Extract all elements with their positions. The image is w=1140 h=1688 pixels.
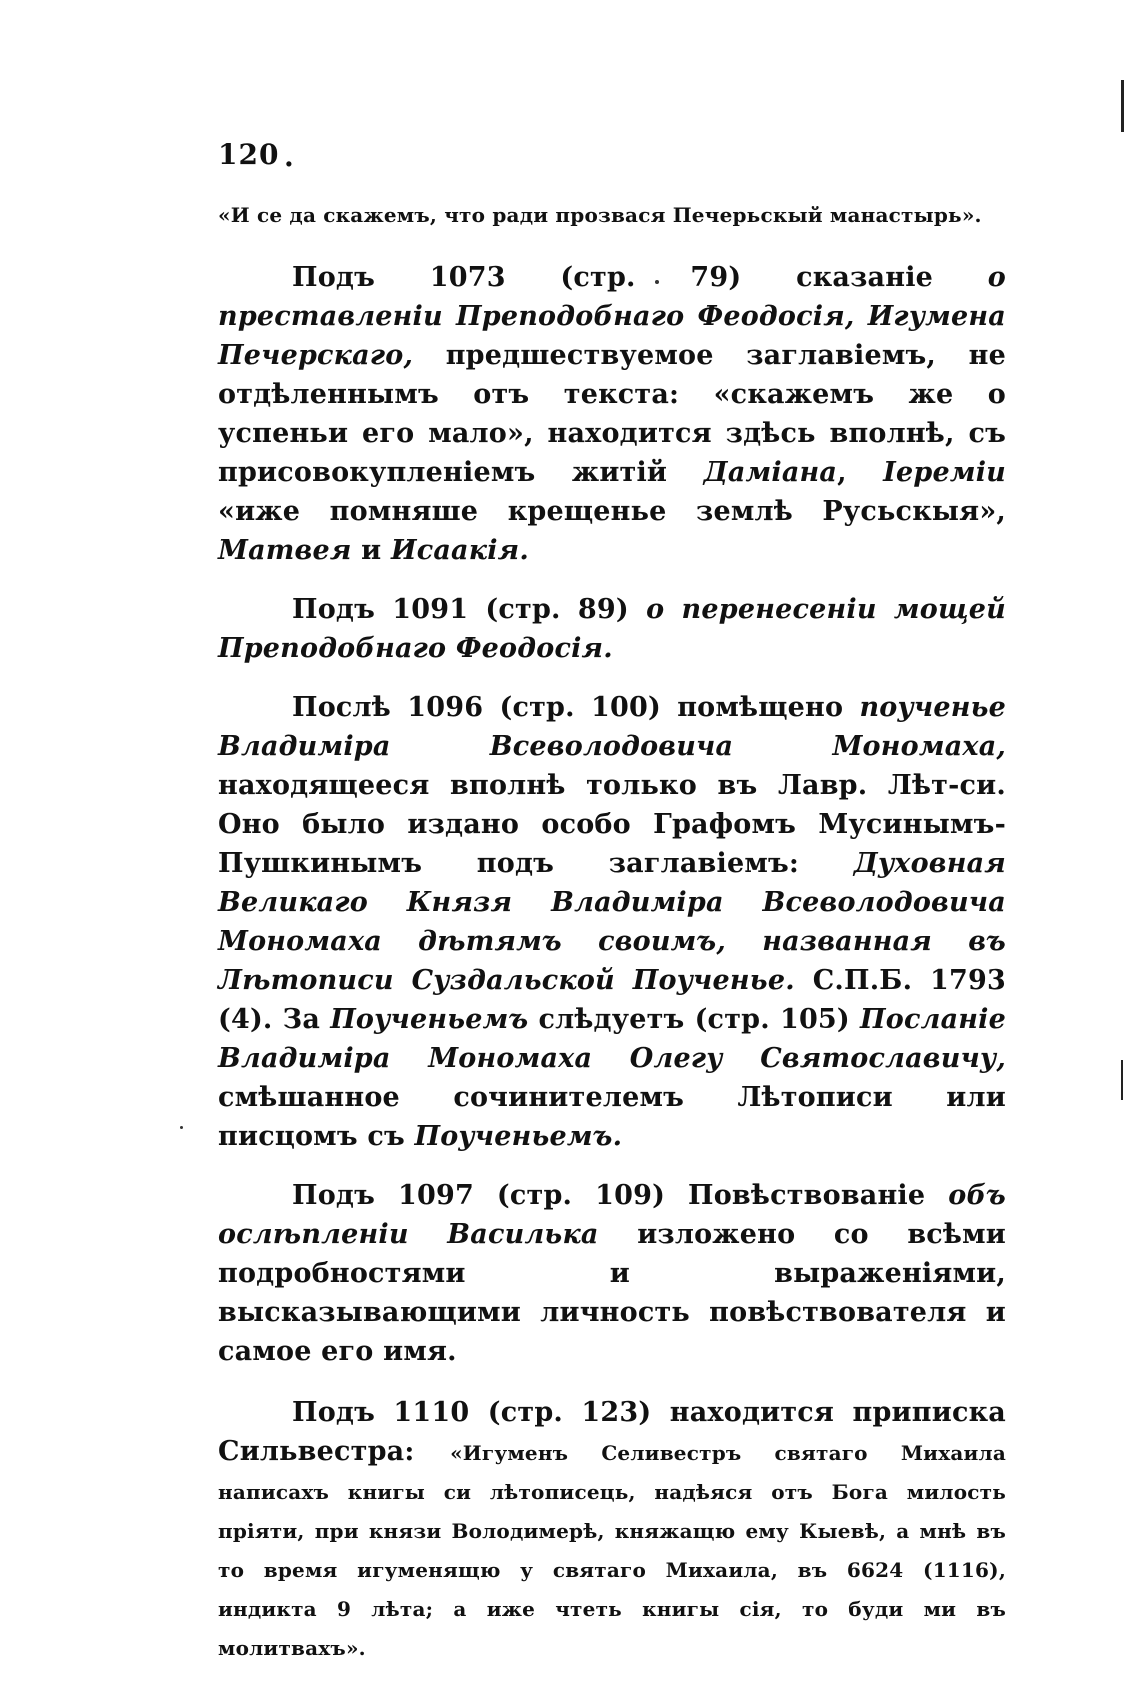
text-segment: Подъ 1073 (стр. 79) сказаніе — [292, 262, 988, 293]
text-segment: Подъ 1110 (стр. 123) находится приписка Сильвестра: — [218, 1397, 1006, 1467]
italic-segment: объ ослѣпленіи Василька — [218, 1180, 1006, 1250]
sylvester-colophon-quote: «Игуменъ Селивестръ святаго Михаила написахъ книгы си лѣтописець, надѣяся отъ Бога милость пріяти, при князи Володимерѣ, княжащю ему Кыевѣ, а мнѣ въ то время игуменящю у святаго Михаила, въ 6624 (1116), индикта 9 лѣта; а иже чтеть книгы сія, то буди ми въ молитвахъ». — [218, 1441, 1006, 1660]
italic-segment: Поученьемъ. — [414, 1121, 623, 1152]
margin-rule — [1121, 1060, 1123, 1100]
text-segment: Подъ 1097 (стр. 109) Повѣствованіе — [292, 1180, 949, 1211]
italic-segment: о перенесеніи мощей Преподобнаго Феодосія. — [218, 594, 1007, 664]
paragraph-1073 — [218, 258, 1006, 570]
paragraph-1097 — [218, 1176, 1006, 1371]
text-segment: находящееся вполнѣ только въ Лавр. Лѣт-си. Оно было издано особо Графомъ Мусинымъ-Пушкинымъ подъ заглавіемъ: — [218, 770, 1006, 879]
text-column — [218, 200, 1006, 1666]
italic-segment: Даміана — [703, 457, 838, 488]
italic-segment: Духовная Великаго Князя Владиміра Всеволодовича Мономаха дѣтямъ своимъ, названная въ Лѣтописи Суздальской Поученье. — [218, 848, 1006, 996]
page-number: 120 — [218, 138, 280, 171]
paragraph-1091 — [218, 590, 1006, 668]
paragraph-1110 — [218, 1393, 1006, 1666]
paragraph-1096 — [218, 688, 1006, 1156]
text-segment: смѣшанное сочинителемъ Лѣтописи или писцомъ съ — [218, 1082, 1006, 1152]
text-segment: , — [837, 457, 884, 488]
italic-segment: Исаакія. — [391, 535, 529, 566]
text-segment: «иже помняше крещенье землѣ Русьскыя», — [218, 496, 1006, 527]
italic-segment: поученье Владиміра Всеволодовича Мономаха, — [218, 692, 1006, 762]
text-segment: слѣдуетъ (стр. 105) — [528, 1004, 861, 1035]
margin-rule — [1121, 80, 1124, 132]
italic-segment: о преставленіи Преподобнаго Феодосія, Игумена Печерскаго, — [218, 262, 1006, 371]
text-segment: С.П.Б. 1793 (4). За — [218, 965, 1007, 1035]
page-number-dot: . — [284, 140, 294, 173]
text-segment: Подъ 1091 (стр. 89) — [292, 594, 647, 625]
print-speck — [180, 1126, 183, 1129]
intro-quote: «И се да скажемъ, что ради прозвася Печерьскый манастырь». — [218, 203, 982, 227]
italic-segment: Поученьемъ — [330, 1004, 529, 1035]
text-segment: изложено со всѣми подробностями и выраженіями, высказывающими личность повѣствователя и самое его имя. — [218, 1219, 1006, 1367]
italic-segment: Матвея — [218, 535, 352, 566]
text-segment: и — [351, 535, 391, 566]
text-segment: Послѣ 1096 (стр. 100) помѣщено — [292, 692, 860, 723]
italic-segment: Посланіе Владиміра Мономаха Олегу Святославичу, — [218, 1004, 1006, 1074]
text-segment: предшествуемое заглавіемъ, не отдѣленнымъ отъ текста: «скажемъ же о успеньи его мало», находится здѣсь вполнѣ, съ присовокупленіемъ житій — [218, 340, 1006, 488]
italic-segment: Іереміи — [883, 457, 1006, 488]
